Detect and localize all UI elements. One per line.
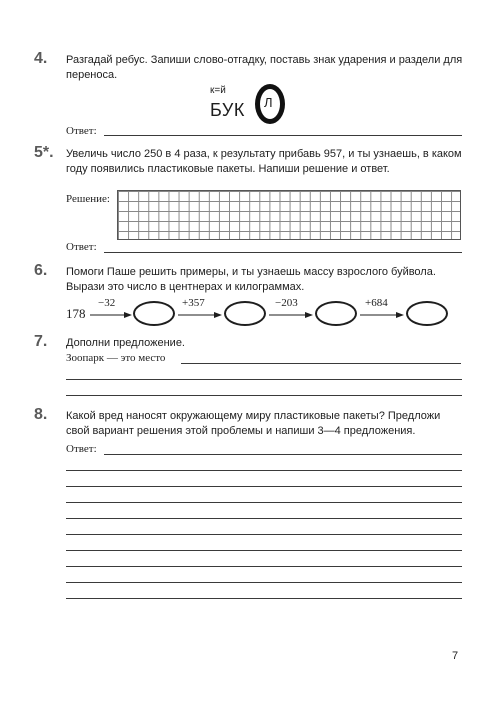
task-5-answer-line[interactable] [104,252,462,253]
page-number: 7 [452,650,459,662]
chain-answer-oval-3[interactable] [315,301,357,326]
task-8-line-7[interactable] [66,550,462,551]
task-4-answer-line[interactable] [104,135,462,136]
chain-step-2: +357 [182,297,205,309]
task-7-sentence-start: Зоопарк — это место [66,352,166,364]
task-8-line-2[interactable] [66,470,462,471]
task-8-line-6[interactable] [66,534,462,535]
task-6-text: Помоги Паше решить примеры, и ты узнаешь массу взрослого буйвола. Вырази это число в центнерах и килограммах. [66,266,436,293]
chain-answer-oval-4[interactable] [406,301,448,326]
chain-step-3: −203 [275,297,298,309]
task-5-number: 5*. [34,144,54,161]
task-8-line-1[interactable] [104,454,462,455]
arrow-right-icon [178,310,222,320]
rebus-hint: к=й [210,85,226,96]
task-7-number: 7. [34,333,48,350]
chain-step-4: +684 [365,297,388,309]
task-8-line-3[interactable] [66,486,462,487]
arrow-right-icon [90,310,132,320]
rebus-word: БУК [210,100,245,120]
task-8-line-4[interactable] [66,502,462,503]
task-8-text: Какой вред наносят окружающему миру пластиковые пакеты? Предложи свой вариант решения этой проблемы и напиши 3—4 предложения. [66,410,441,437]
chain-answer-oval-1[interactable] [133,301,175,326]
task-5-solution-grid[interactable] [117,190,461,240]
chain-answer-oval-2[interactable] [224,301,266,326]
task-8-number: 8. [34,406,48,423]
arrow-right-icon [269,310,313,320]
rebus [210,84,320,128]
task-8-line-10[interactable] [66,598,462,599]
task-5-answer-label: Ответ: [66,241,97,253]
task-8-answer-label: Ответ: [66,443,97,455]
task-7-line-1[interactable] [181,363,461,364]
rebus-inner-letter: Л [264,95,273,110]
arrow-right-icon [360,310,404,320]
task-8-line-9[interactable] [66,582,462,583]
task-6-number: 6. [34,262,48,279]
chain-step-1: −32 [98,297,116,309]
task-4-text: Разгадай ребус. Запиши слово-отгадку, поставь знак ударения и раздели для переноса. [66,54,463,81]
task-7-line-2[interactable] [66,379,462,380]
task-7-text: Дополни предложение. [66,337,185,349]
chain-start-value: 178 [66,306,86,321]
task-8-line-8[interactable] [66,566,462,567]
task-8-line-5[interactable] [66,518,462,519]
task-5-text: Увеличь число 250 в 4 раза, к результату прибавь 957, и ты узнаешь, в каком году появились пластиковые пакеты. Напиши решение и ответ. [66,148,462,175]
task-4-answer-label: Ответ: [66,125,97,137]
task-7-line-3[interactable] [66,395,462,396]
task-4-number: 4. [34,50,48,67]
task-5-solution-label: Решение: [66,193,110,205]
